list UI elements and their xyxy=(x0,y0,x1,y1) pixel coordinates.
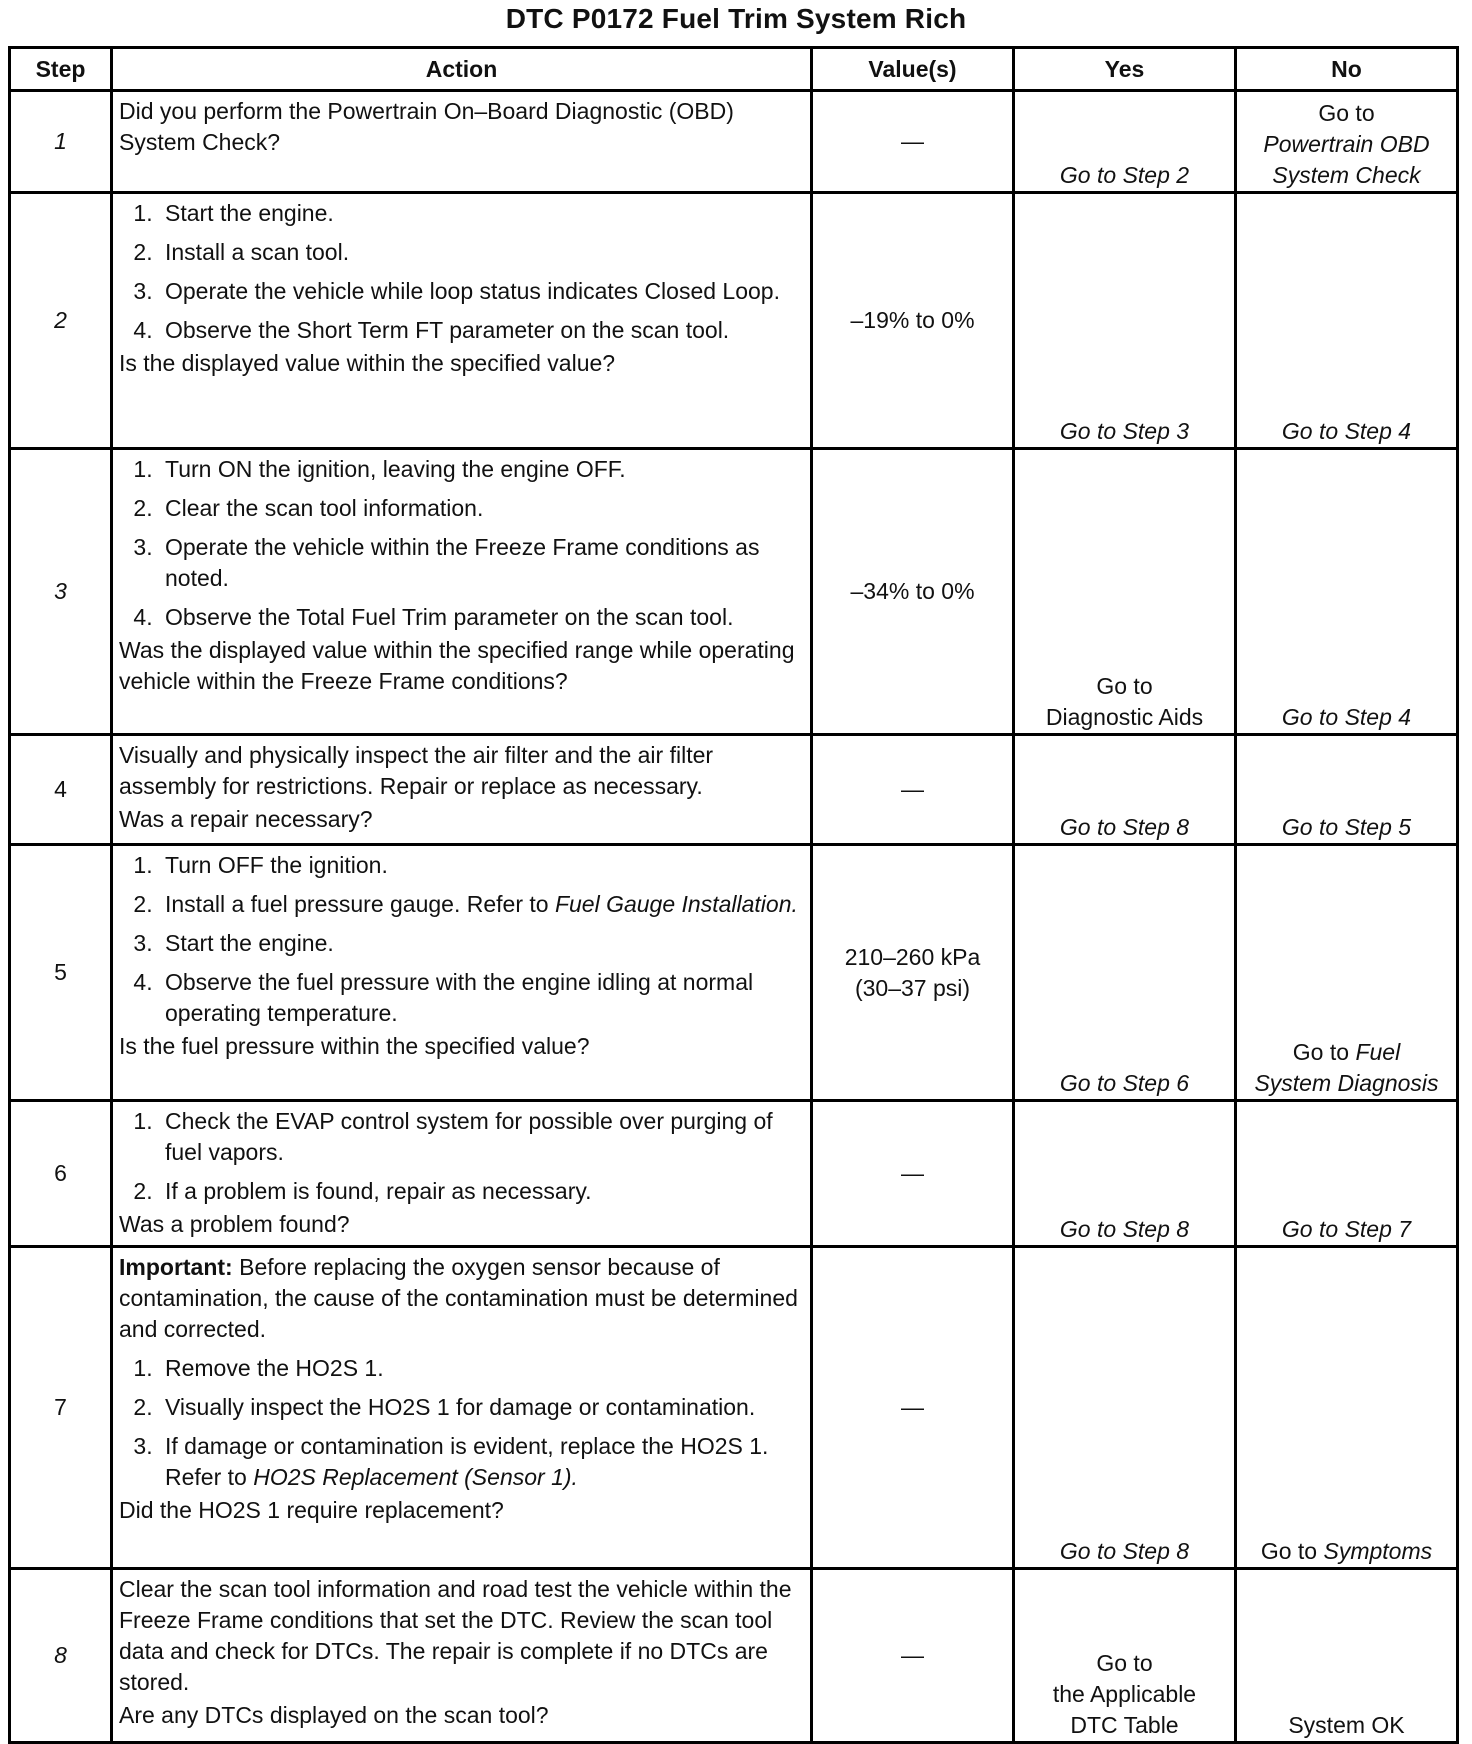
value-cell: — xyxy=(812,1101,1014,1247)
reference-link: Fuel Gauge Installation. xyxy=(554,891,798,917)
header-yes: Yes xyxy=(1014,48,1236,91)
page-title: DTC P0172 Fuel Trim System Rich xyxy=(505,3,967,34)
no-cell xyxy=(1236,1247,1458,1569)
list-item: 1. Turn ON the ignition, leaving the engine OFF. xyxy=(159,454,806,485)
action-question: Was a problem found? xyxy=(119,1211,350,1237)
action-text: Did you perform the Powertrain On–Board Diagnostic (OBD) System Check? xyxy=(119,98,734,155)
no-line xyxy=(1237,1037,1456,1068)
value-cell: –34% to 0% xyxy=(812,449,1014,735)
action-cell xyxy=(112,1569,812,1743)
step-number: 8 xyxy=(10,1569,112,1743)
list-item-text: Install a fuel pressure gauge. Refer to xyxy=(165,891,555,917)
step-number: 6 xyxy=(10,1101,112,1247)
header-step: Step xyxy=(10,48,112,91)
value-cell: — xyxy=(812,1247,1014,1569)
value-line: 210–260 kPa xyxy=(844,943,981,970)
value-cell: — xyxy=(812,735,1014,845)
step-number: 7 xyxy=(10,1247,112,1569)
table-row xyxy=(10,193,1458,449)
no-cell: Go to Step 4 xyxy=(1236,449,1458,735)
action-list xyxy=(119,198,806,346)
no-line: System Check xyxy=(1272,162,1421,188)
action-cell xyxy=(112,449,812,735)
header-no: No xyxy=(1236,48,1458,91)
important-note xyxy=(119,1252,806,1345)
diagnostic-table xyxy=(8,46,1459,1744)
list-item: 3. Operate the vehicle while loop status indicates Closed Loop. xyxy=(159,276,806,307)
no-link: Symptoms xyxy=(1323,1538,1433,1564)
no-cell: System OK xyxy=(1236,1569,1458,1743)
no-text: Go to xyxy=(1292,1039,1356,1065)
table-row xyxy=(10,449,1458,735)
list-item: 3. Operate the vehicle within the Freeze Frame conditions as noted. xyxy=(159,532,806,594)
yes-cell: Go to Step 6 xyxy=(1014,845,1236,1101)
no-line: System Diagnosis xyxy=(1254,1070,1439,1096)
no-line: Powertrain OBD xyxy=(1263,131,1430,157)
yes-line: DTC Table xyxy=(1070,1712,1179,1738)
list-item: 1. Remove the HO2S 1. xyxy=(159,1353,806,1384)
step-number: 5 xyxy=(10,845,112,1101)
list-item: 2. Visually inspect the HO2S 1 for damage or contamination. xyxy=(159,1392,806,1423)
header-action: Action xyxy=(112,48,812,91)
yes-cell: Go to Step 2 xyxy=(1014,91,1236,193)
action-list xyxy=(119,1106,806,1207)
yes-cell: Go to Step 8 xyxy=(1014,1247,1236,1569)
list-item: 3. Start the engine. xyxy=(159,928,806,959)
action-question: Is the fuel pressure within the specified value? xyxy=(119,1033,590,1059)
list-item: 4. Observe the Total Fuel Trim parameter on the scan tool. xyxy=(159,602,806,633)
action-cell xyxy=(112,91,812,193)
step-number: 3 xyxy=(10,449,112,735)
step-number: 2 xyxy=(10,193,112,449)
no-line: Go to xyxy=(1318,100,1375,126)
action-question: Did the HO2S 1 require replacement? xyxy=(119,1497,504,1523)
table-row xyxy=(10,1247,1458,1569)
action-text: Clear the scan tool information and road test the vehicle within the Freeze Frame conditions that set the DTC. Review the scan tool data and check for DTCs. The repair is complete if no DTCs are stored. xyxy=(119,1576,792,1695)
step-number: 4 xyxy=(10,735,112,845)
table-row xyxy=(10,735,1458,845)
table-row xyxy=(10,845,1458,1101)
action-question: Was a repair necessary? xyxy=(119,806,373,832)
table-row xyxy=(10,1101,1458,1247)
value-cell: –19% to 0% xyxy=(812,193,1014,449)
action-question: Are any DTCs displayed on the scan tool? xyxy=(119,1702,549,1728)
action-cell xyxy=(112,1101,812,1247)
no-cell: Go to Step 4 xyxy=(1236,193,1458,449)
list-item: 2. If a problem is found, repair as necessary. xyxy=(159,1176,806,1207)
important-label: Important: xyxy=(119,1254,233,1280)
value-line: (30–37 psi) xyxy=(854,974,971,1001)
action-question: Was the displayed value within the specified range while operating vehicle within the Freeze Frame conditions? xyxy=(119,637,795,694)
list-item: 1. Check the EVAP control system for possible over purging of fuel vapors. xyxy=(159,1106,806,1168)
no-cell xyxy=(1236,91,1458,193)
value-cell xyxy=(812,845,1014,1101)
table-header-row xyxy=(10,48,1458,91)
no-cell: Go to Step 5 xyxy=(1236,735,1458,845)
yes-cell: Go to Step 8 xyxy=(1014,735,1236,845)
yes-cell xyxy=(1014,1569,1236,1743)
important-text: Before replacing the oxygen sensor because of contamination, the cause of the contamination must be determined and corrected. xyxy=(119,1254,798,1342)
yes-line: Diagnostic Aids xyxy=(1045,704,1204,730)
list-item xyxy=(159,889,806,920)
action-cell xyxy=(112,193,812,449)
yes-cell: Go to Step 3 xyxy=(1014,193,1236,449)
no-cell: Go to Step 7 xyxy=(1236,1101,1458,1247)
action-cell xyxy=(112,1247,812,1569)
table-row xyxy=(10,1569,1458,1743)
yes-line: Go to xyxy=(1096,673,1153,699)
yes-line: the Applicable xyxy=(1052,1681,1197,1707)
action-cell xyxy=(112,845,812,1101)
action-question: Is the displayed value within the specified value? xyxy=(119,350,616,376)
list-item: 1. Start the engine. xyxy=(159,198,806,229)
list-item: 2. Install a scan tool. xyxy=(159,237,806,268)
action-list xyxy=(119,850,806,1029)
yes-cell: Go to Step 8 xyxy=(1014,1101,1236,1247)
step-number: 1 xyxy=(10,91,112,193)
no-link: Fuel xyxy=(1355,1039,1401,1065)
no-text: Go to xyxy=(1260,1538,1324,1564)
list-item xyxy=(159,1431,806,1493)
action-list xyxy=(119,1353,806,1493)
value-cell: — xyxy=(812,1569,1014,1743)
list-item: 4. Observe the Short Term FT parameter on the scan tool. xyxy=(159,315,806,346)
table-row xyxy=(10,91,1458,193)
action-cell xyxy=(112,735,812,845)
action-list xyxy=(119,454,806,633)
action-text: Visually and physically inspect the air filter and the air filter assembly for restrictions. Repair or replace as necessary. xyxy=(119,742,714,799)
list-item-text: If damage or contamination is evident, replace the HO2S 1. Refer to xyxy=(165,1433,769,1490)
no-cell xyxy=(1236,845,1458,1101)
yes-line: Go to xyxy=(1096,1650,1153,1676)
yes-cell xyxy=(1014,449,1236,735)
header-values: Value(s) xyxy=(812,48,1014,91)
list-item: 1. Turn OFF the ignition. xyxy=(159,850,806,881)
list-item: 4. Observe the fuel pressure with the engine idling at normal operating temperature. xyxy=(159,967,806,1029)
list-item: 2. Clear the scan tool information. xyxy=(159,493,806,524)
reference-link: HO2S Replacement (Sensor 1). xyxy=(253,1464,578,1490)
value-cell: — xyxy=(812,91,1014,193)
